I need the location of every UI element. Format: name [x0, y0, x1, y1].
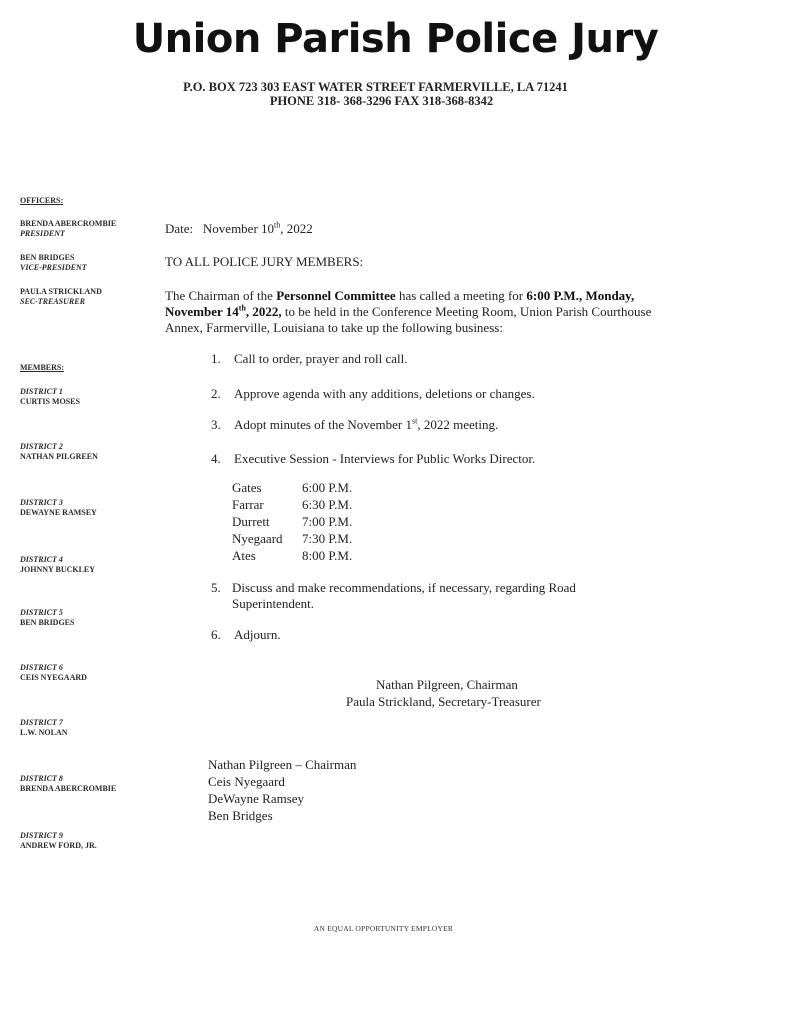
notice-text: to be held in the Conference Meeting Room, Union Parish Courthouse [281, 304, 652, 319]
notice-text: Annex, Farmerville, Louisiana to take up the following business: [165, 320, 503, 335]
meeting-date-suffix: th [238, 303, 246, 313]
member-district: DISTRICT 1 [20, 387, 63, 396]
member-name: BEN BRIDGES [20, 618, 75, 627]
officer-role: SEC-TREASURER [20, 297, 85, 306]
member-district: DISTRICT 5 [20, 608, 63, 617]
address-line: P.O. BOX 723 303 EAST WATER STREET FARMERVILLE, LA 71241 [183, 80, 568, 94]
meeting-date-year: , 2022, [245, 304, 282, 319]
agenda-number: 3. [211, 417, 221, 432]
agenda-item-text: Adopt minutes of the November 1 [234, 417, 412, 432]
date-suffix: th [274, 220, 281, 230]
committee-member: DeWayne Ramsey [208, 791, 305, 806]
member-entry [20, 387, 170, 407]
member-name: BRENDA ABERCROMBIE [20, 784, 117, 793]
member-name: JOHNNY BUCKLEY [20, 565, 96, 574]
signature-chairman: Nathan Pilgreen, Chairman [376, 677, 518, 692]
members-heading [20, 363, 170, 373]
agenda-number: 2. [211, 386, 221, 401]
schedule-row [232, 496, 352, 513]
candidate-name: Farrar [232, 497, 264, 512]
officer-entry [20, 287, 170, 307]
agenda-item: Approve agenda with any additions, deletions or changes. [234, 386, 535, 401]
date-line [165, 221, 313, 237]
interview-schedule [232, 479, 352, 564]
agenda-item: Executive Session - Interviews for Public Works Director. [234, 451, 536, 466]
member-district: DISTRICT 6 [20, 663, 63, 672]
meeting-time: 6:00 P.M., Monday, [526, 288, 635, 303]
interview-time: 7:30 P.M. [302, 531, 353, 546]
officers-heading [20, 196, 170, 206]
officer-role: PRESIDENT [20, 229, 65, 238]
schedule-row [232, 530, 352, 547]
agenda-item [232, 580, 576, 612]
member-name: CURTIS MOSES [20, 397, 80, 406]
member-entry [20, 663, 170, 683]
member-entry [20, 498, 170, 518]
agenda-number: 4. [211, 451, 221, 466]
committee-list [208, 756, 356, 824]
agenda-item-text: Superintendent. [232, 596, 314, 611]
interview-time: 6:00 P.M. [302, 480, 353, 495]
committee-member: Nathan Pilgreen – Chairman [208, 757, 357, 772]
member-district: DISTRICT 9 [20, 831, 63, 840]
committee-name: Personnel Committee [276, 288, 396, 303]
signature-secretary: Paula Strickland, Secretary-Treasurer [346, 694, 541, 709]
officer-name: BEN BRIDGES [20, 253, 75, 262]
member-district: DISTRICT 7 [20, 718, 63, 727]
agenda-item-suffix: st [412, 416, 418, 426]
agenda-item-text: Discuss and make recommendations, if necessary, regarding Road [232, 580, 576, 595]
schedule-row [232, 513, 352, 530]
agenda-number: 6. [211, 627, 221, 642]
officer-name: PAULA STRICKLAND [20, 287, 102, 296]
agenda-item-text: , 2022 meeting. [417, 417, 499, 432]
member-district: DISTRICT 4 [20, 555, 63, 564]
candidate-name: Ates [232, 548, 256, 563]
members-heading-text: MEMBERS: [20, 363, 64, 372]
agenda-item: Call to order, prayer and roll call. [234, 351, 408, 366]
schedule-row [232, 479, 352, 496]
meeting-notice [165, 288, 745, 336]
date-label: Date: [165, 221, 194, 236]
schedule-row [232, 547, 352, 564]
officer-role: VICE-PRESIDENT [20, 263, 87, 272]
agenda-number: 1. [211, 351, 221, 366]
officer-entry [20, 253, 170, 273]
member-name: ANDREW FORD, JR. [20, 841, 97, 850]
member-district: DISTRICT 8 [20, 774, 63, 783]
interview-time: 8:00 P.M. [302, 548, 353, 563]
agenda-item [234, 417, 498, 433]
officer-entry [20, 219, 170, 239]
interview-time: 6:30 P.M. [302, 497, 353, 512]
notice-text: has called a meeting for [395, 288, 527, 303]
member-name: CEIS NYEGAARD [20, 673, 87, 682]
officer-name: BRENDA ABERCROMBIE [20, 219, 117, 228]
footer-eoe: AN EQUAL OPPORTUNITY EMPLOYER [313, 924, 454, 933]
candidate-name: Durrett [232, 514, 270, 529]
candidate-name: Nyegaard [232, 531, 283, 546]
phone-line: PHONE 318- 368-3296 FAX 318-368-8342 [269, 94, 494, 108]
member-district: DISTRICT 3 [20, 498, 63, 507]
salutation: TO ALL POLICE JURY MEMBERS: [165, 254, 364, 269]
interview-time: 7:00 P.M. [302, 514, 353, 529]
date-year: , 2022 [280, 221, 313, 236]
member-entry [20, 718, 170, 738]
member-entry [20, 608, 170, 628]
officers-heading-text: OFFICERS: [20, 196, 64, 205]
member-name: DEWAYNE RAMSEY [20, 508, 97, 517]
agenda-number: 5. [211, 580, 221, 595]
date-value: November 10 [202, 221, 275, 236]
member-entry [20, 774, 170, 794]
agenda-item: Adjourn. [234, 627, 281, 642]
letterhead-title: Union Parish Police Jury [132, 16, 659, 62]
member-district: DISTRICT 2 [20, 442, 63, 451]
meeting-date: November 14 [165, 304, 239, 319]
candidate-name: Gates [232, 480, 262, 495]
member-entry [20, 442, 170, 462]
committee-member: Ceis Nyegaard [208, 774, 285, 789]
member-entry [20, 831, 170, 851]
notice-text: The Chairman of the [165, 288, 277, 303]
member-name: NATHAN PILGREEN [20, 452, 98, 461]
committee-member: Ben Bridges [208, 808, 273, 823]
member-entry [20, 555, 170, 575]
member-name: L.W. NOLAN [20, 728, 68, 737]
